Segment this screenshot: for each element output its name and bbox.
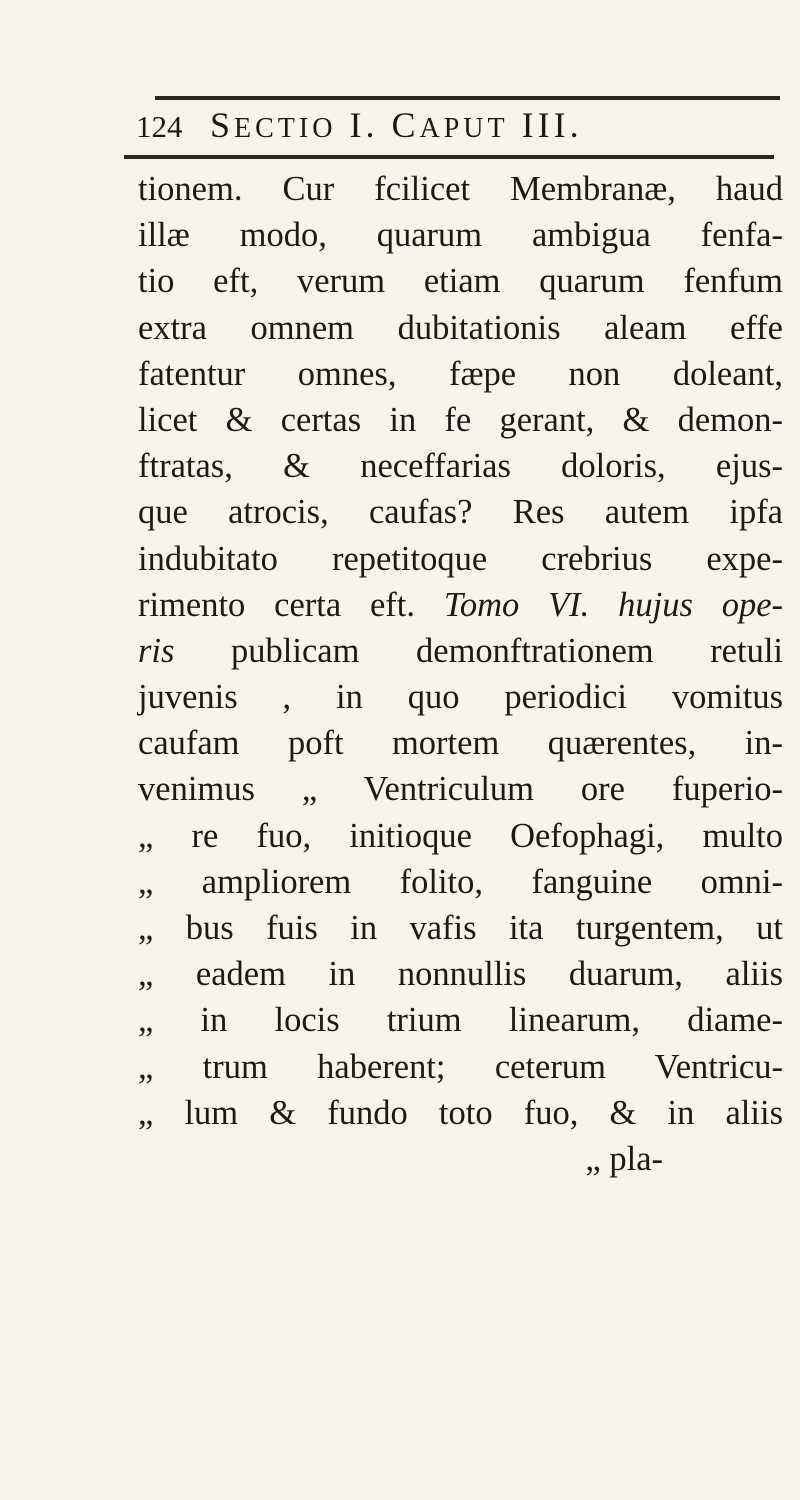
text-line: tionem. Cur fcilicet Membranæ, haud <box>138 170 783 208</box>
text-line: fatentur omnes, fæpe non doleant, <box>138 354 783 393</box>
quoted-line: „ trum haberent; ceterum Ventricu- <box>138 1047 783 1086</box>
text-line: licet & certas in fe gerant, & demon- <box>138 400 783 439</box>
quoted-line: „ re fuo, initioque Oefophagi, multo <box>138 816 783 855</box>
running-header <box>128 100 768 150</box>
text-line: rimento certa eft. Tomo VI. hujus ope- <box>138 585 783 624</box>
header-bottom-rule <box>124 155 774 159</box>
page-number: 124 <box>136 109 183 144</box>
text-line: juvenis , in quo periodici vomitus <box>138 678 783 717</box>
italic-reference: ris <box>138 631 175 670</box>
quoted-line: „ lum & fundo toto fuo, & in aliis <box>138 1093 783 1132</box>
text-line: indubitato repetitoque crebrius expe- <box>138 539 783 578</box>
running-title: SECTIO I. CAPUT III. <box>210 105 583 145</box>
text-line: tio eft, verum etiam quarum fenfum <box>138 262 783 301</box>
quoted-line: „ bus fuis in vafis ita turgentem, ut <box>138 909 783 947</box>
text-line: illæ modo, quarum ambigua fenfa- <box>138 216 783 255</box>
text-line: ris publicam demonftrationem retuli <box>138 631 783 670</box>
text-line: caufam poft mortem quærentes, in- <box>138 724 783 763</box>
italic-reference: Tomo VI. hujus ope- <box>443 585 783 624</box>
text-line: que atrocis, caufas? Res autem ipfa <box>138 493 783 532</box>
text-line: ftratas, & neceffarias doloris, ejus- <box>138 447 783 486</box>
text-line: venimus „ Ventriculum ore fuperio- <box>138 770 783 809</box>
quoted-line: „ eadem in nonnullis duarum, aliis <box>138 955 783 994</box>
body-text <box>138 166 783 1182</box>
quoted-line: „ in locis trium linearum, diame- <box>138 1001 783 1040</box>
catchword: „ pla- <box>585 1139 663 1178</box>
quoted-line: „ ampliorem folito, fanguine omni- <box>138 862 783 901</box>
text-line: extra omnem dubitationis aleam effe <box>138 308 783 347</box>
